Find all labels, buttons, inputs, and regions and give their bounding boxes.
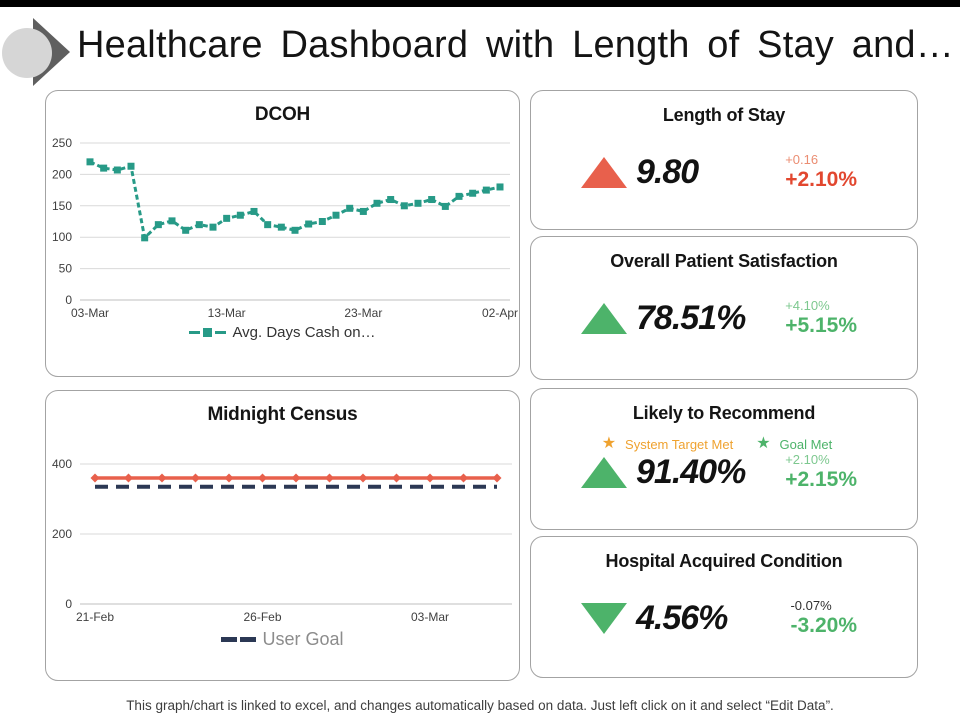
dcoh-chart-card[interactable] bbox=[45, 90, 520, 377]
header bbox=[0, 10, 960, 80]
dcoh-chart-title: DCOH bbox=[254, 104, 311, 125]
dcoh-legend bbox=[46, 324, 519, 341]
svg-text:200: 200 bbox=[51, 527, 72, 541]
kpi-value: 9.80 bbox=[636, 153, 699, 192]
census-chart-title: Midnight Census bbox=[207, 404, 358, 425]
kpi-title: Length of Stay bbox=[662, 105, 786, 125]
user-goal-dash-icon bbox=[221, 637, 256, 642]
census-legend-label: User Goal bbox=[262, 629, 344, 649]
kpi-card-likely-to-recommend bbox=[530, 388, 918, 530]
system-target-star-icon: ★ bbox=[601, 435, 617, 452]
kpi-delta-percent: +2.15% bbox=[785, 467, 857, 491]
svg-text:23-Mar: 23-Mar bbox=[344, 306, 383, 320]
kpi-delta-percent: +2.10% bbox=[785, 167, 857, 191]
kpi-delta-absolute: +2.10% bbox=[785, 452, 830, 467]
dcoh-legend-label: Avg. Days Cash on… bbox=[232, 324, 376, 341]
kpi-delta-absolute: -0.07% bbox=[790, 598, 832, 613]
kpi-delta-absolute: +0.16 bbox=[785, 152, 819, 167]
footer-note: This graph/chart is linked to excel, and changes automatically based on data. Just left click on it and select “Edit Data”. bbox=[126, 698, 834, 713]
kpi-title: Hospital Acquired Condition bbox=[605, 551, 843, 571]
svg-text:100: 100 bbox=[51, 230, 72, 245]
kpi-card-patient-satisfaction bbox=[530, 236, 918, 380]
top-accent-bar bbox=[0, 0, 960, 7]
kpi-delta-percent: +5.15% bbox=[785, 313, 857, 337]
system-target-label: System Target Met bbox=[625, 436, 734, 452]
trend-up-icon bbox=[581, 457, 627, 488]
svg-text:26-Feb: 26-Feb bbox=[243, 610, 282, 624]
svg-text:250: 250 bbox=[51, 136, 72, 150]
svg-text:400: 400 bbox=[51, 457, 72, 471]
svg-text:0: 0 bbox=[65, 293, 72, 307]
trend-down-icon bbox=[581, 603, 627, 634]
dcoh-line-chart[interactable] bbox=[50, 127, 520, 322]
kpi-value: 91.40% bbox=[636, 453, 746, 492]
svg-text:50: 50 bbox=[58, 261, 72, 276]
page-title: Healthcare Dashboard with Length of Stay and… bbox=[77, 24, 954, 66]
kpi-content bbox=[531, 299, 917, 338]
kpi-delta-absolute: +4.10% bbox=[785, 298, 830, 313]
kpi-status-legend bbox=[531, 436, 917, 452]
kpi-card-length-of-stay bbox=[530, 90, 918, 230]
kpi-delta-percent: -3.20% bbox=[790, 613, 857, 637]
kpi-title: Overall Patient Satisfaction bbox=[610, 251, 838, 271]
dcoh-series-marker-icon bbox=[189, 328, 226, 337]
kpi-content bbox=[531, 599, 917, 638]
kpi-content bbox=[531, 453, 917, 492]
svg-text:21-Feb: 21-Feb bbox=[75, 610, 115, 624]
census-line-chart[interactable] bbox=[50, 427, 520, 627]
svg-text:0: 0 bbox=[65, 597, 72, 611]
midnight-census-chart-card[interactable] bbox=[45, 390, 520, 681]
kpi-value: 78.51% bbox=[636, 299, 746, 338]
svg-text:03-Mar: 03-Mar bbox=[410, 610, 450, 624]
kpi-value: 4.56% bbox=[636, 599, 728, 638]
svg-text:03-Mar: 03-Mar bbox=[70, 306, 110, 320]
svg-text:13-Mar: 13-Mar bbox=[207, 306, 246, 320]
goal-met-star-icon: ★ bbox=[756, 435, 771, 452]
svg-text:150: 150 bbox=[51, 198, 72, 213]
kpi-card-hospital-acquired-condition bbox=[530, 536, 918, 678]
trend-up-icon bbox=[581, 303, 627, 334]
kpi-content bbox=[531, 153, 917, 192]
trend-up-icon bbox=[581, 157, 627, 188]
goal-met-label: Goal Met bbox=[779, 436, 833, 452]
census-legend bbox=[46, 629, 519, 650]
kpi-title: Likely to Recommend bbox=[632, 403, 816, 423]
svg-text:200: 200 bbox=[51, 167, 72, 182]
svg-text:02-Apr: 02-Apr bbox=[481, 306, 519, 320]
